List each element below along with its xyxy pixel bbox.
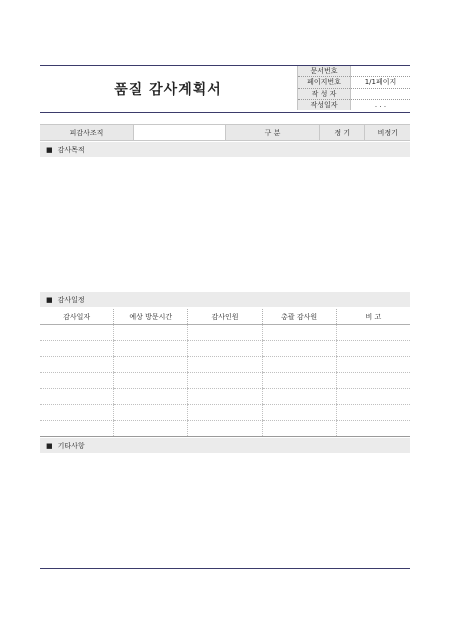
column-header: 비 고 xyxy=(336,309,410,325)
schedule-cell[interactable] xyxy=(40,373,114,389)
document-meta-table xyxy=(297,66,410,110)
audit-info-row xyxy=(40,124,410,141)
section-schedule-title: 감사일정 xyxy=(57,295,85,304)
regular-option[interactable]: 정 기 xyxy=(319,125,365,140)
schedule-cell[interactable] xyxy=(114,325,188,341)
schedule-cell[interactable] xyxy=(262,325,336,341)
schedule-row xyxy=(40,373,410,389)
schedule-cell[interactable] xyxy=(336,357,410,373)
schedule-cell[interactable] xyxy=(262,373,336,389)
schedule-row xyxy=(40,341,410,357)
schedule-cell[interactable] xyxy=(262,421,336,437)
schedule-cell[interactable] xyxy=(114,373,188,389)
schedule-cell[interactable] xyxy=(114,405,188,421)
schedule-cell[interactable] xyxy=(336,373,410,389)
schedule-cell[interactable] xyxy=(188,373,262,389)
column-header: 감사인원 xyxy=(188,309,262,325)
column-header: 예상 방문시간 xyxy=(114,309,188,325)
purpose-content-area[interactable] xyxy=(40,158,410,290)
schedule-row xyxy=(40,421,410,437)
schedule-cell[interactable] xyxy=(262,405,336,421)
meta-value[interactable]: 1/1페이지 xyxy=(351,77,411,88)
schedule-cell[interactable] xyxy=(188,325,262,341)
meta-label: 문서번호 xyxy=(298,66,351,77)
meta-value[interactable] xyxy=(351,66,411,77)
schedule-cell[interactable] xyxy=(336,405,410,421)
schedule-cell[interactable] xyxy=(188,357,262,373)
column-header: 감사일자 xyxy=(40,309,114,325)
schedule-cell[interactable] xyxy=(336,421,410,437)
meta-row xyxy=(298,88,411,99)
bullet-square-icon: ■ xyxy=(46,295,53,304)
schedule-table xyxy=(40,309,410,437)
meta-label: 페이지번호 xyxy=(298,77,351,88)
schedule-cell[interactable] xyxy=(262,357,336,373)
meta-label: 작성일자 xyxy=(298,99,351,110)
document-title: 품질 감사계획서 xyxy=(114,81,222,98)
schedule-cell[interactable] xyxy=(40,357,114,373)
irregular-option[interactable]: 비정기 xyxy=(364,125,410,140)
schedule-row xyxy=(40,325,410,341)
schedule-cell[interactable] xyxy=(114,421,188,437)
column-header: 총괄 감사원 xyxy=(262,309,336,325)
org-value-field[interactable] xyxy=(133,125,226,140)
schedule-cell[interactable] xyxy=(114,357,188,373)
type-label: 구 분 xyxy=(264,128,281,137)
schedule-header-row xyxy=(40,309,410,325)
footer-rule xyxy=(40,568,410,569)
schedule-cell[interactable] xyxy=(40,325,114,341)
meta-value[interactable] xyxy=(351,88,411,99)
schedule-cell[interactable] xyxy=(188,389,262,405)
schedule-cell[interactable] xyxy=(188,341,262,357)
meta-row xyxy=(298,99,411,110)
schedule-cell[interactable] xyxy=(262,389,336,405)
schedule-cell[interactable] xyxy=(40,405,114,421)
section-other-header xyxy=(40,438,410,453)
meta-label: 작 성 자 xyxy=(298,88,351,99)
schedule-cell[interactable] xyxy=(188,405,262,421)
other-content-area[interactable] xyxy=(40,454,410,566)
meta-row xyxy=(298,77,411,88)
schedule-row xyxy=(40,389,410,405)
bullet-square-icon: ■ xyxy=(46,145,53,154)
section-schedule-header xyxy=(40,292,410,307)
section-purpose-header xyxy=(40,142,410,157)
org-label: 피감사조직 xyxy=(69,128,104,137)
schedule-cell[interactable] xyxy=(336,389,410,405)
schedule-cell[interactable] xyxy=(336,325,410,341)
schedule-cell[interactable] xyxy=(336,341,410,357)
meta-value[interactable]: . . . xyxy=(374,100,387,109)
bullet-square-icon: ■ xyxy=(46,441,53,450)
schedule-row xyxy=(40,357,410,373)
section-other-title: 기타사항 xyxy=(57,441,85,450)
meta-row xyxy=(298,66,411,77)
section-purpose-title: 감사목적 xyxy=(57,145,85,154)
schedule-cell[interactable] xyxy=(114,389,188,405)
schedule-cell[interactable] xyxy=(40,389,114,405)
header-bottom-rule xyxy=(40,112,410,113)
schedule-cell[interactable] xyxy=(40,341,114,357)
schedule-cell[interactable] xyxy=(262,341,336,357)
schedule-cell[interactable] xyxy=(114,341,188,357)
schedule-cell[interactable] xyxy=(40,421,114,437)
schedule-row xyxy=(40,405,410,421)
schedule-cell[interactable] xyxy=(188,421,262,437)
